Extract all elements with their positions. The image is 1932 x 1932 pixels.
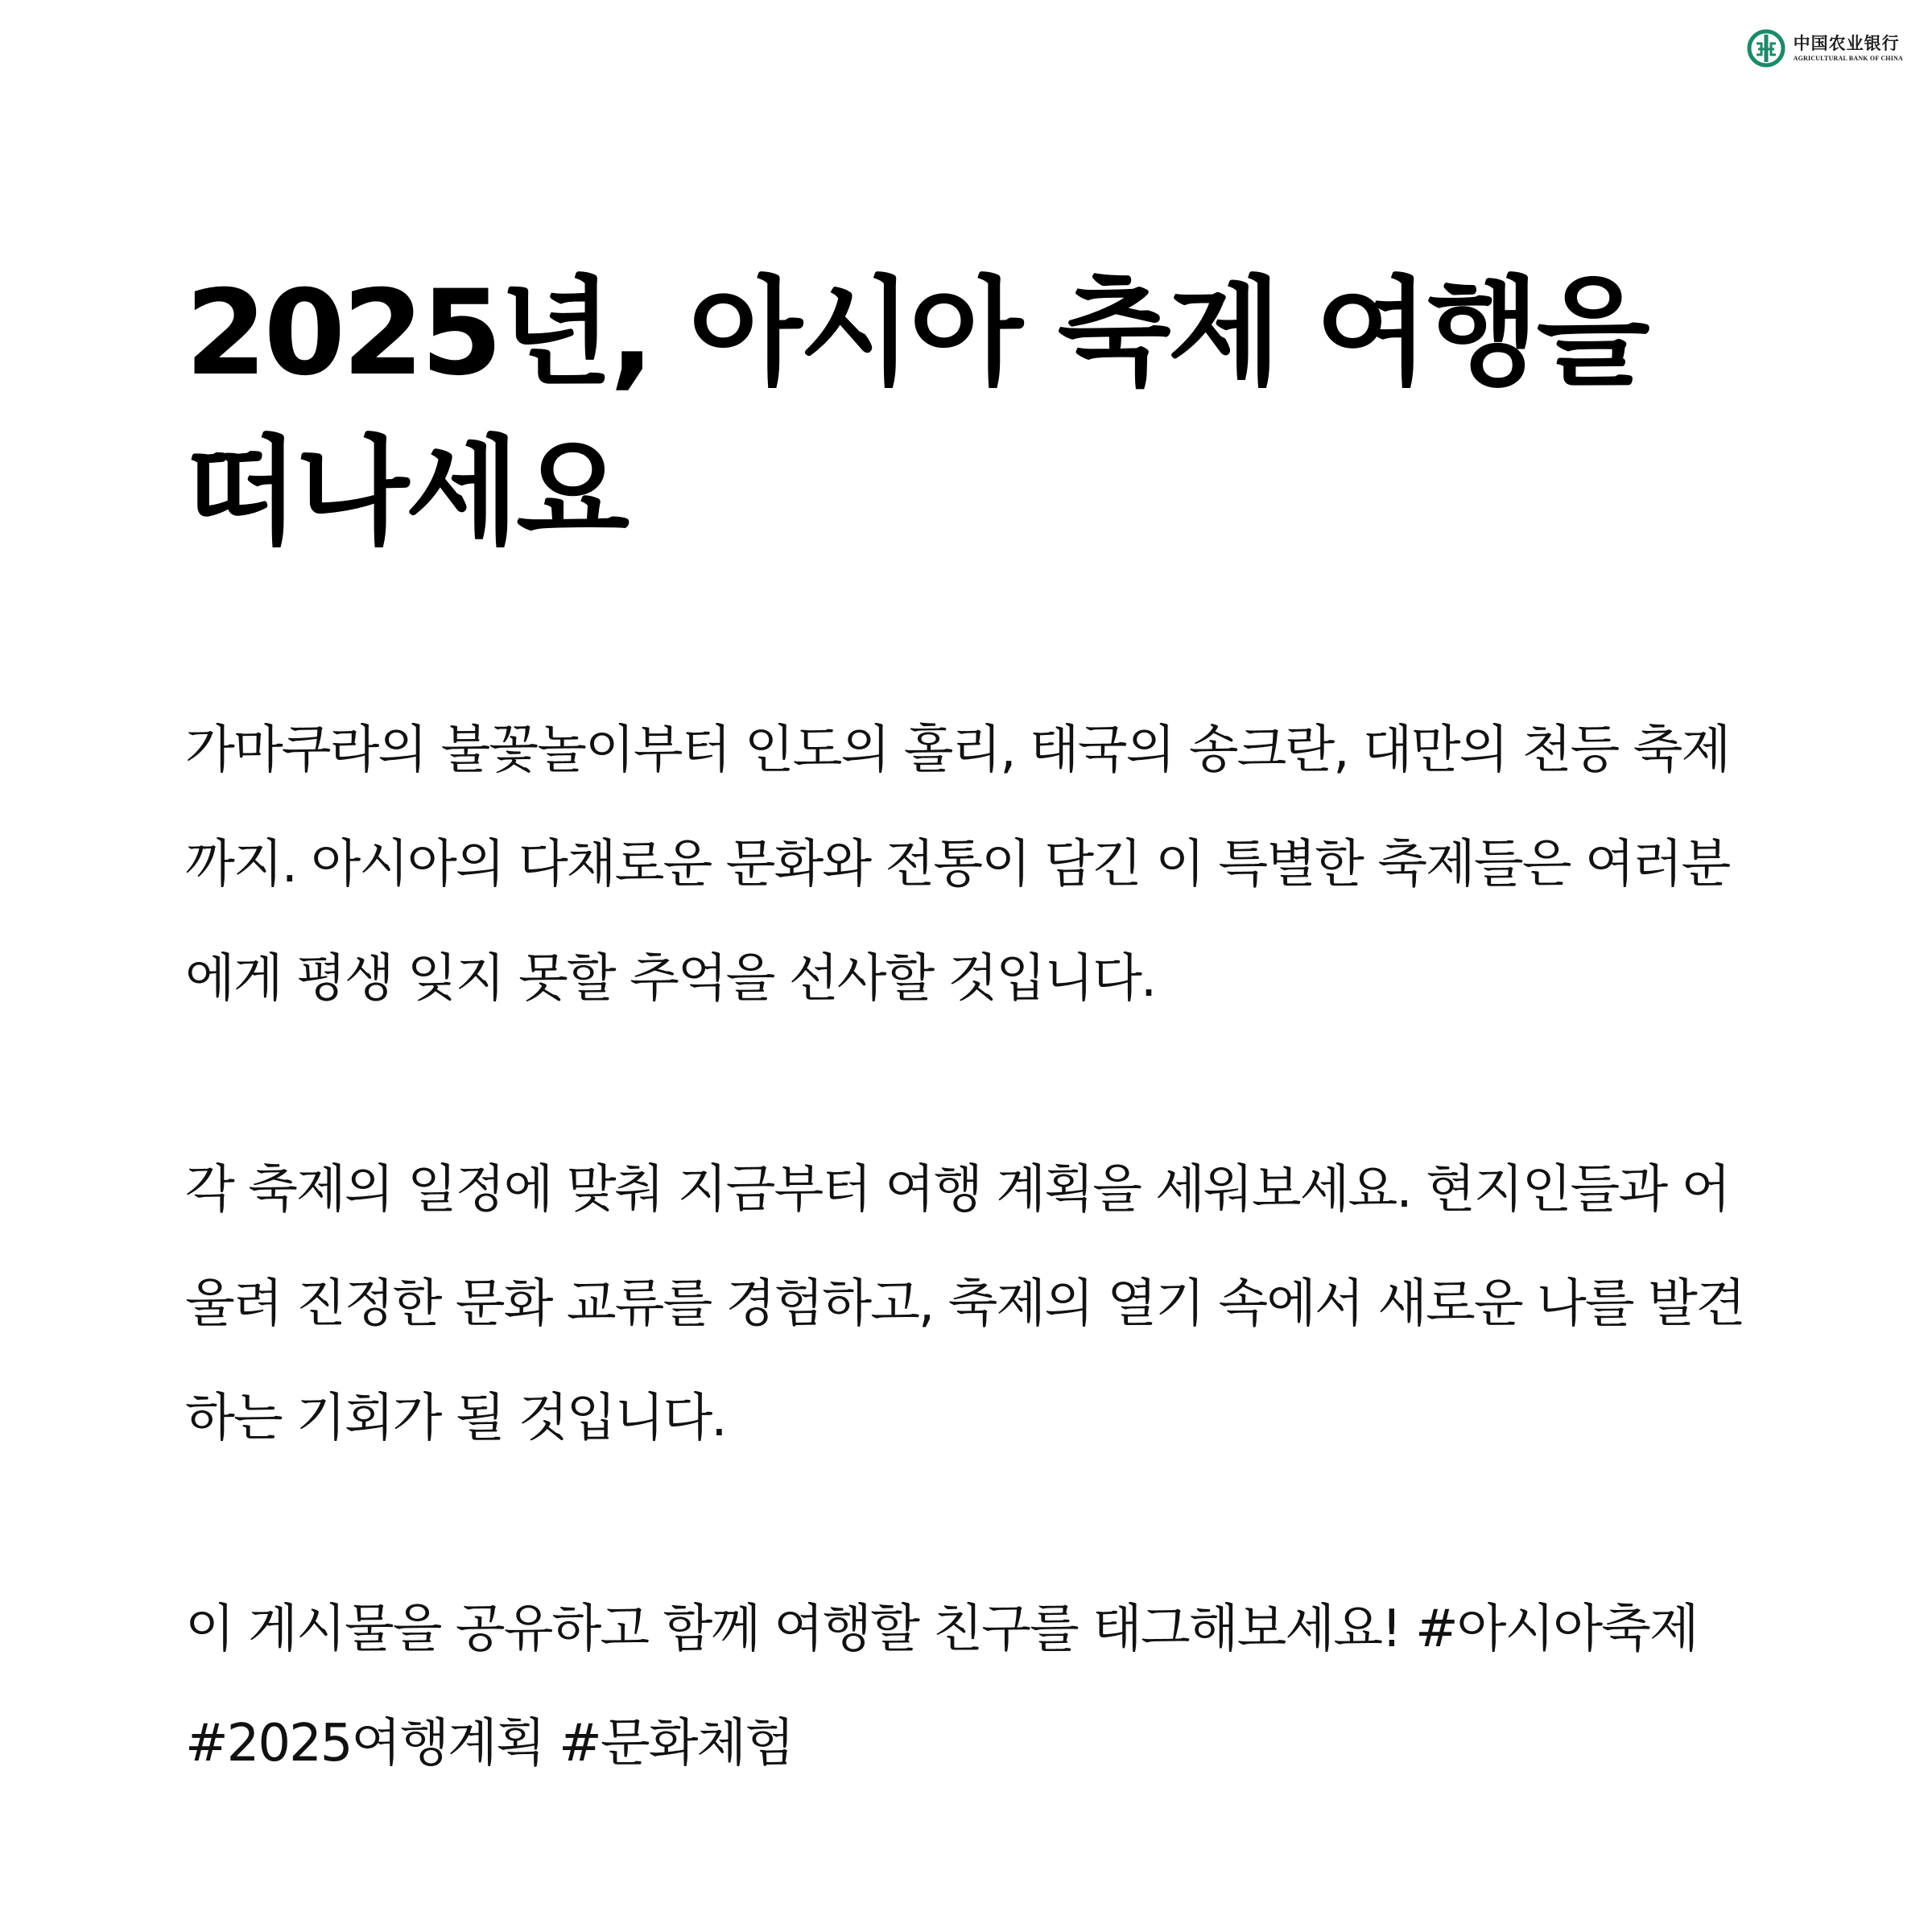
- abc-bank-logo-icon: [1747, 29, 1785, 68]
- bank-logo: [1747, 29, 1903, 68]
- paragraph-plan: 각 축제의 일정에 맞춰 지금부터 여행 계획을 세워보세요. 현지인들과 어울려 진정한 문화 교류를 경험하고, 축제의 열기 속에서 새로운 나를 발견하는 기회가 될 것입니다.: [185, 1160, 1744, 1448]
- paragraph-intro: 가마쿠라의 불꽃놀이부터 인도의 홀리, 태국의 송크란, 대만의 천등 축제까지. 아시아의 다채로운 문화와 전통이 담긴 이 특별한 축제들은 여러분에게 평생 잊지 못할 추억을 선사할 것입니다.: [185, 720, 1730, 1009]
- post-content: [185, 254, 1763, 1801]
- logo-wordmark: [1794, 35, 1903, 62]
- logo-name-english: AGRICULTURAL BANK OF CHINA: [1793, 55, 1903, 62]
- logo-name-chinese: 中国农业银行: [1793, 33, 1900, 53]
- paragraph-share: 이 게시물을 공유하고 함께 여행할 친구를 태그해보세요! #아시아축제 #2025여행계획 #문화체험: [185, 1600, 1698, 1773]
- headline: 2025년, 아시아 축제 여행을 떠나세요: [185, 265, 1647, 561]
